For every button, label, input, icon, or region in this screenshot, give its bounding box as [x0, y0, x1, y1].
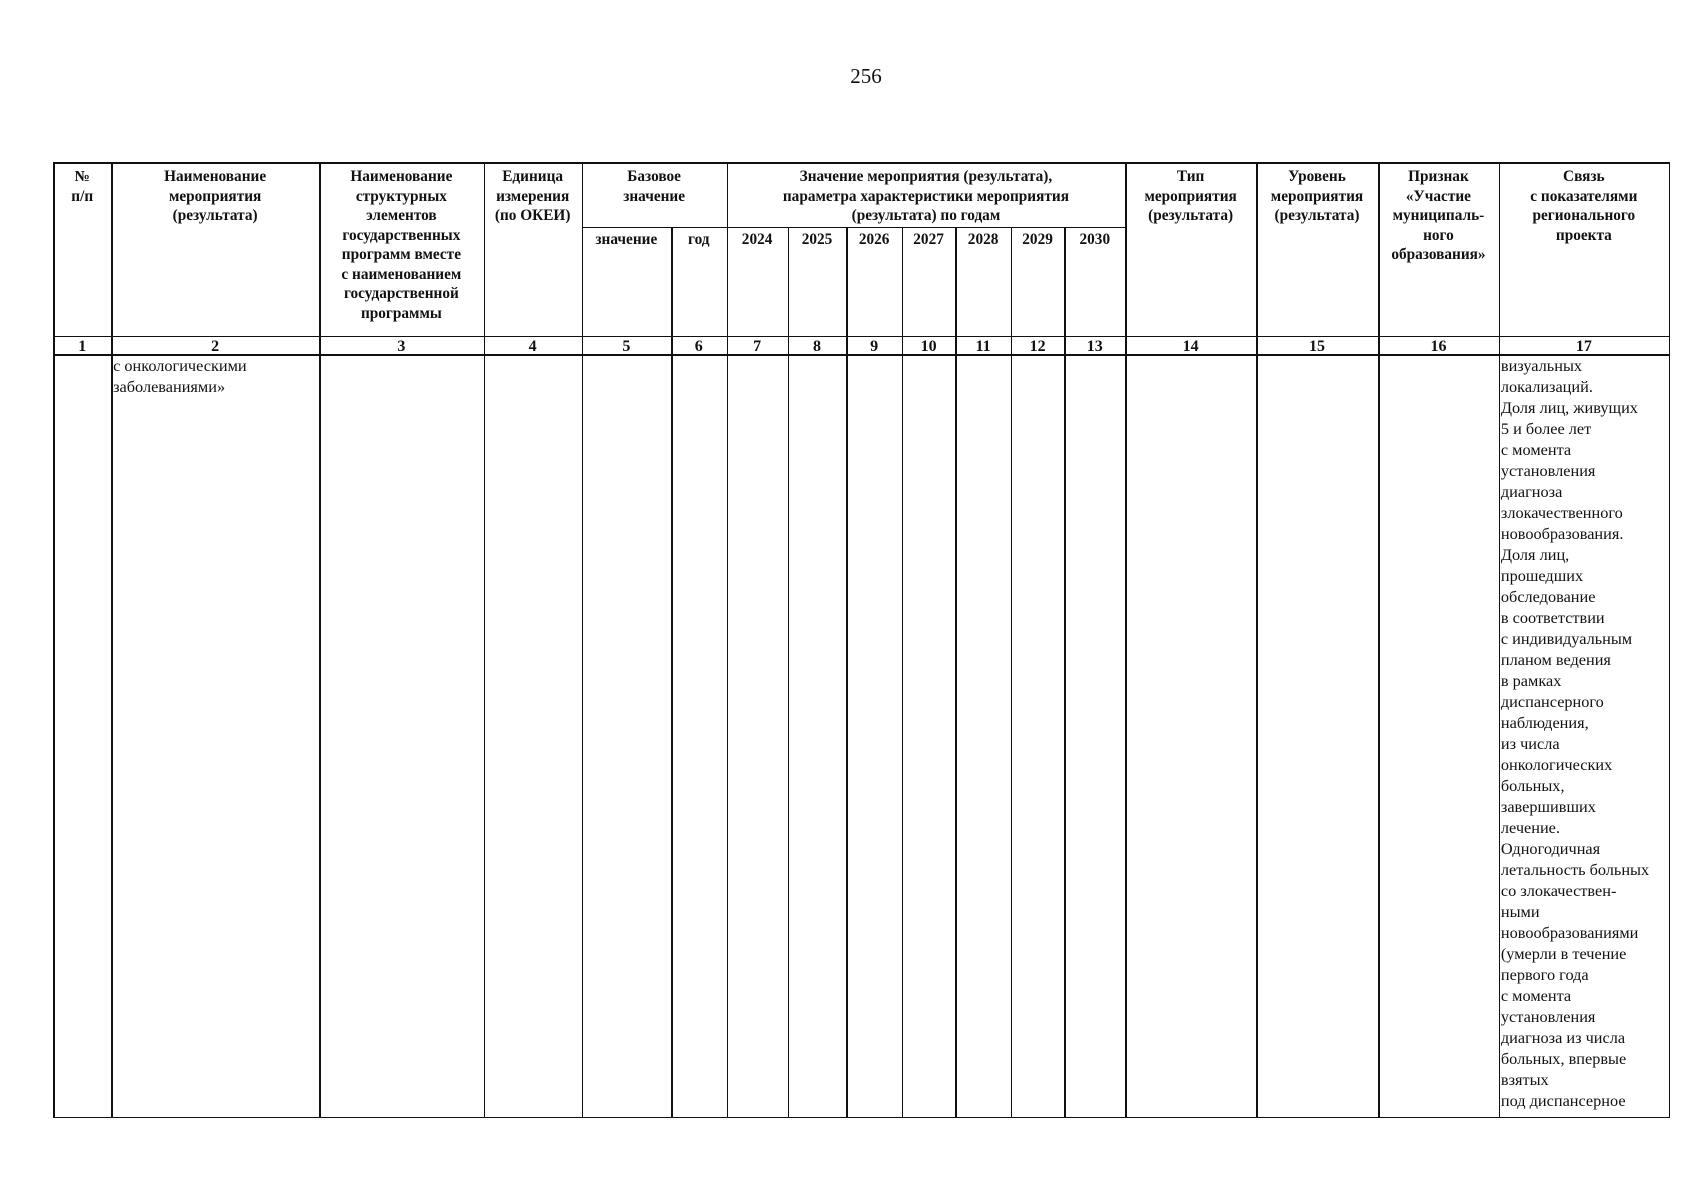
column-divider-1 — [111, 162, 113, 1118]
column-divider-8 — [846, 227, 848, 1119]
column-divider-15 — [1378, 162, 1380, 1118]
column-divider-13 — [1125, 162, 1127, 1118]
page-number: 256 — [850, 64, 882, 88]
header-activity-name: Наименование мероприятия (результата) — [164, 168, 267, 225]
column-divider-0 — [53, 162, 55, 1118]
column-number-12: 12 — [1029, 337, 1046, 355]
header-year-2028: 2028 — [967, 230, 999, 248]
header-base-value-group: Базовое значение — [623, 168, 686, 205]
column-divider-3 — [484, 162, 486, 1118]
column-divider-4 — [582, 162, 584, 1118]
header-num: № п/п — [71, 168, 94, 205]
header-year-2026: 2026 — [858, 230, 890, 248]
row-regional-project-link: визуальных локализаций. Доля лиц, живущих 5 и более лет с момента установления диагноза злокачественного новообразования. Доля лиц, прошедших обследование в соответствии с индивидуальным планом ведения в рамках диспансерного наблюдения, из числа онкологических больных, завершивших лечение. Одногодичная летальность больных со злокачествен- ными новообразованиями (умерли в течение первого года с момента установления диагноза из числа больных, впервые взятых под диспансерное — [1500, 356, 1650, 1110]
column-number-6: 6 — [694, 337, 703, 355]
header-activity-level: Уровень мероприятия (результата) — [1270, 168, 1364, 225]
column-number-15: 15 — [1309, 337, 1325, 355]
column-number-10: 10 — [920, 337, 937, 355]
header-structural-elements: Наименование структурных элементов государственных программ вместе с наименованием государственной программы — [341, 168, 462, 322]
column-number-11: 11 — [975, 337, 991, 355]
column-number-2: 2 — [211, 337, 220, 355]
column-number-3: 3 — [397, 337, 406, 355]
header-year-2027: 2027 — [913, 230, 944, 248]
column-number-7: 7 — [753, 337, 762, 355]
column-number-8: 8 — [812, 337, 821, 355]
column-number-9: 9 — [870, 337, 879, 355]
row-activity-name: с онкологическими заболеваниями» — [113, 356, 247, 396]
column-divider-12 — [1064, 227, 1066, 1119]
column-divider-6 — [727, 162, 729, 1118]
header-year-2024: 2024 — [741, 230, 773, 248]
column-divider-7 — [788, 227, 790, 1119]
header-base-value: значение — [595, 230, 658, 248]
column-divider-17 — [1669, 162, 1671, 1118]
column-divider-14 — [1256, 162, 1258, 1118]
column-number-5: 5 — [622, 337, 631, 355]
header-values-by-year-group: Значение мероприятия (результата), параметра характеристики мероприятия (результата) по годам — [782, 168, 1070, 225]
table-bottom-border — [53, 1117, 1668, 1119]
column-number-13: 13 — [1086, 337, 1103, 355]
column-divider-10 — [955, 227, 957, 1119]
column-number-17: 17 — [1575, 337, 1592, 355]
header-year-2029: 2029 — [1022, 230, 1053, 248]
header-municipal-participation: Признак «Участие муниципаль- ного образования» — [1391, 168, 1486, 264]
column-divider-5 — [671, 227, 673, 1119]
column-divider-11 — [1011, 227, 1013, 1119]
base-subheader-line — [582, 227, 727, 229]
table-top-border — [53, 162, 1668, 164]
header-activity-type: Тип мероприятия (результата) — [1144, 168, 1237, 225]
header-regional-project-link: Связь с показателями регионального проекта — [1530, 168, 1638, 244]
column-number-4: 4 — [528, 337, 537, 355]
header-year-2025: 2025 — [801, 230, 833, 248]
header-year-2030: 2030 — [1079, 230, 1111, 248]
column-number-1: 1 — [78, 337, 87, 355]
column-number-16: 16 — [1430, 337, 1447, 355]
column-number-14: 14 — [1182, 337, 1199, 355]
column-divider-9 — [902, 227, 904, 1119]
header-unit: Единица измерения (по ОКЕИ) — [494, 168, 571, 225]
header-base-year: год — [688, 230, 710, 248]
